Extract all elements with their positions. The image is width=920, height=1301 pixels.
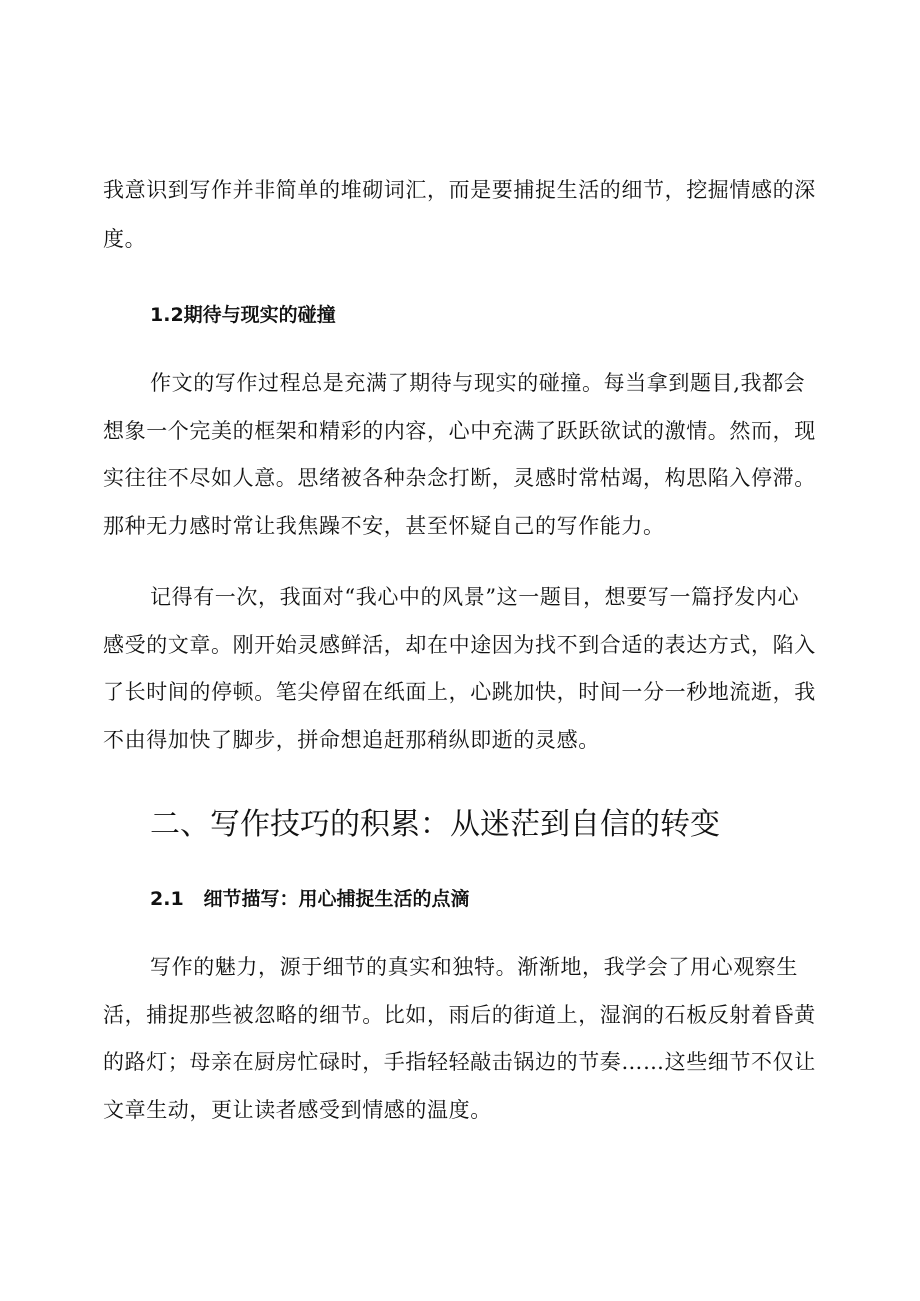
detail-line-1: 写作的魅力，源于细节的真实和独特。渐渐地，我学会了用心观察生 — [150, 955, 798, 979]
memory-line-2: 感受的文章。刚开始灵感鲜活，却在中途因为找不到合适的表达方式，陷入 — [103, 633, 816, 657]
expectation-line-1: 作文的写作过程总是充满了期待与现实的碰撞。每当拿到题目,我都会 — [150, 371, 806, 395]
heading-2-1: 2.1 细节描写：用心捕捉生活的点滴 — [150, 888, 470, 910]
memory-line-1: 记得有一次，我面对“我心中的风景”这一题目，想要写一篇抒发内心 — [150, 585, 800, 609]
heading-1-2: 1.2期待与现实的碰撞 — [150, 304, 336, 326]
memory-line-4: 不由得加快了脚步，拼命想追赶那稍纵即逝的灵感。 — [103, 728, 600, 752]
expectation-line-4: 那种无力感时常让我焦躁不安，甚至怀疑自己的写作能力。 — [103, 514, 665, 538]
detail-line-2: 活，捕捉那些被忽略的细节。比如，雨后的街道上，湿润的石板反射着昏黄 — [103, 1003, 816, 1027]
detail-line-3: 的路灯；母亲在厨房忙碌时，手指轻轻敲击锅边的节奏……这些细节不仅让 — [103, 1050, 816, 1074]
section-2-title: 二、写作技巧的积累：从迷茫到自信的转变 — [150, 807, 720, 842]
expectation-line-2: 想象一个完美的框架和精彩的内容，心中充满了跃跃欲试的激情。然而，现 — [103, 419, 816, 443]
memory-line-3: 了长时间的停顿。笔尖停留在纸面上，心跳加快，时间一分一秒地流逝，我 — [103, 680, 816, 704]
intro-line-1: 我意识到写作并非简单的堆砌词汇，而是要捕捉生活的细节，挖掘情感的深 — [103, 178, 816, 202]
detail-line-4: 文章生动，更让读者感受到情感的温度。 — [103, 1098, 492, 1122]
intro-line-2: 度。 — [103, 227, 147, 251]
expectation-line-3: 实往往不尽如人意。思绪被各种杂念打断，灵感时常枯竭，构思陷入停滞。 — [103, 466, 816, 490]
